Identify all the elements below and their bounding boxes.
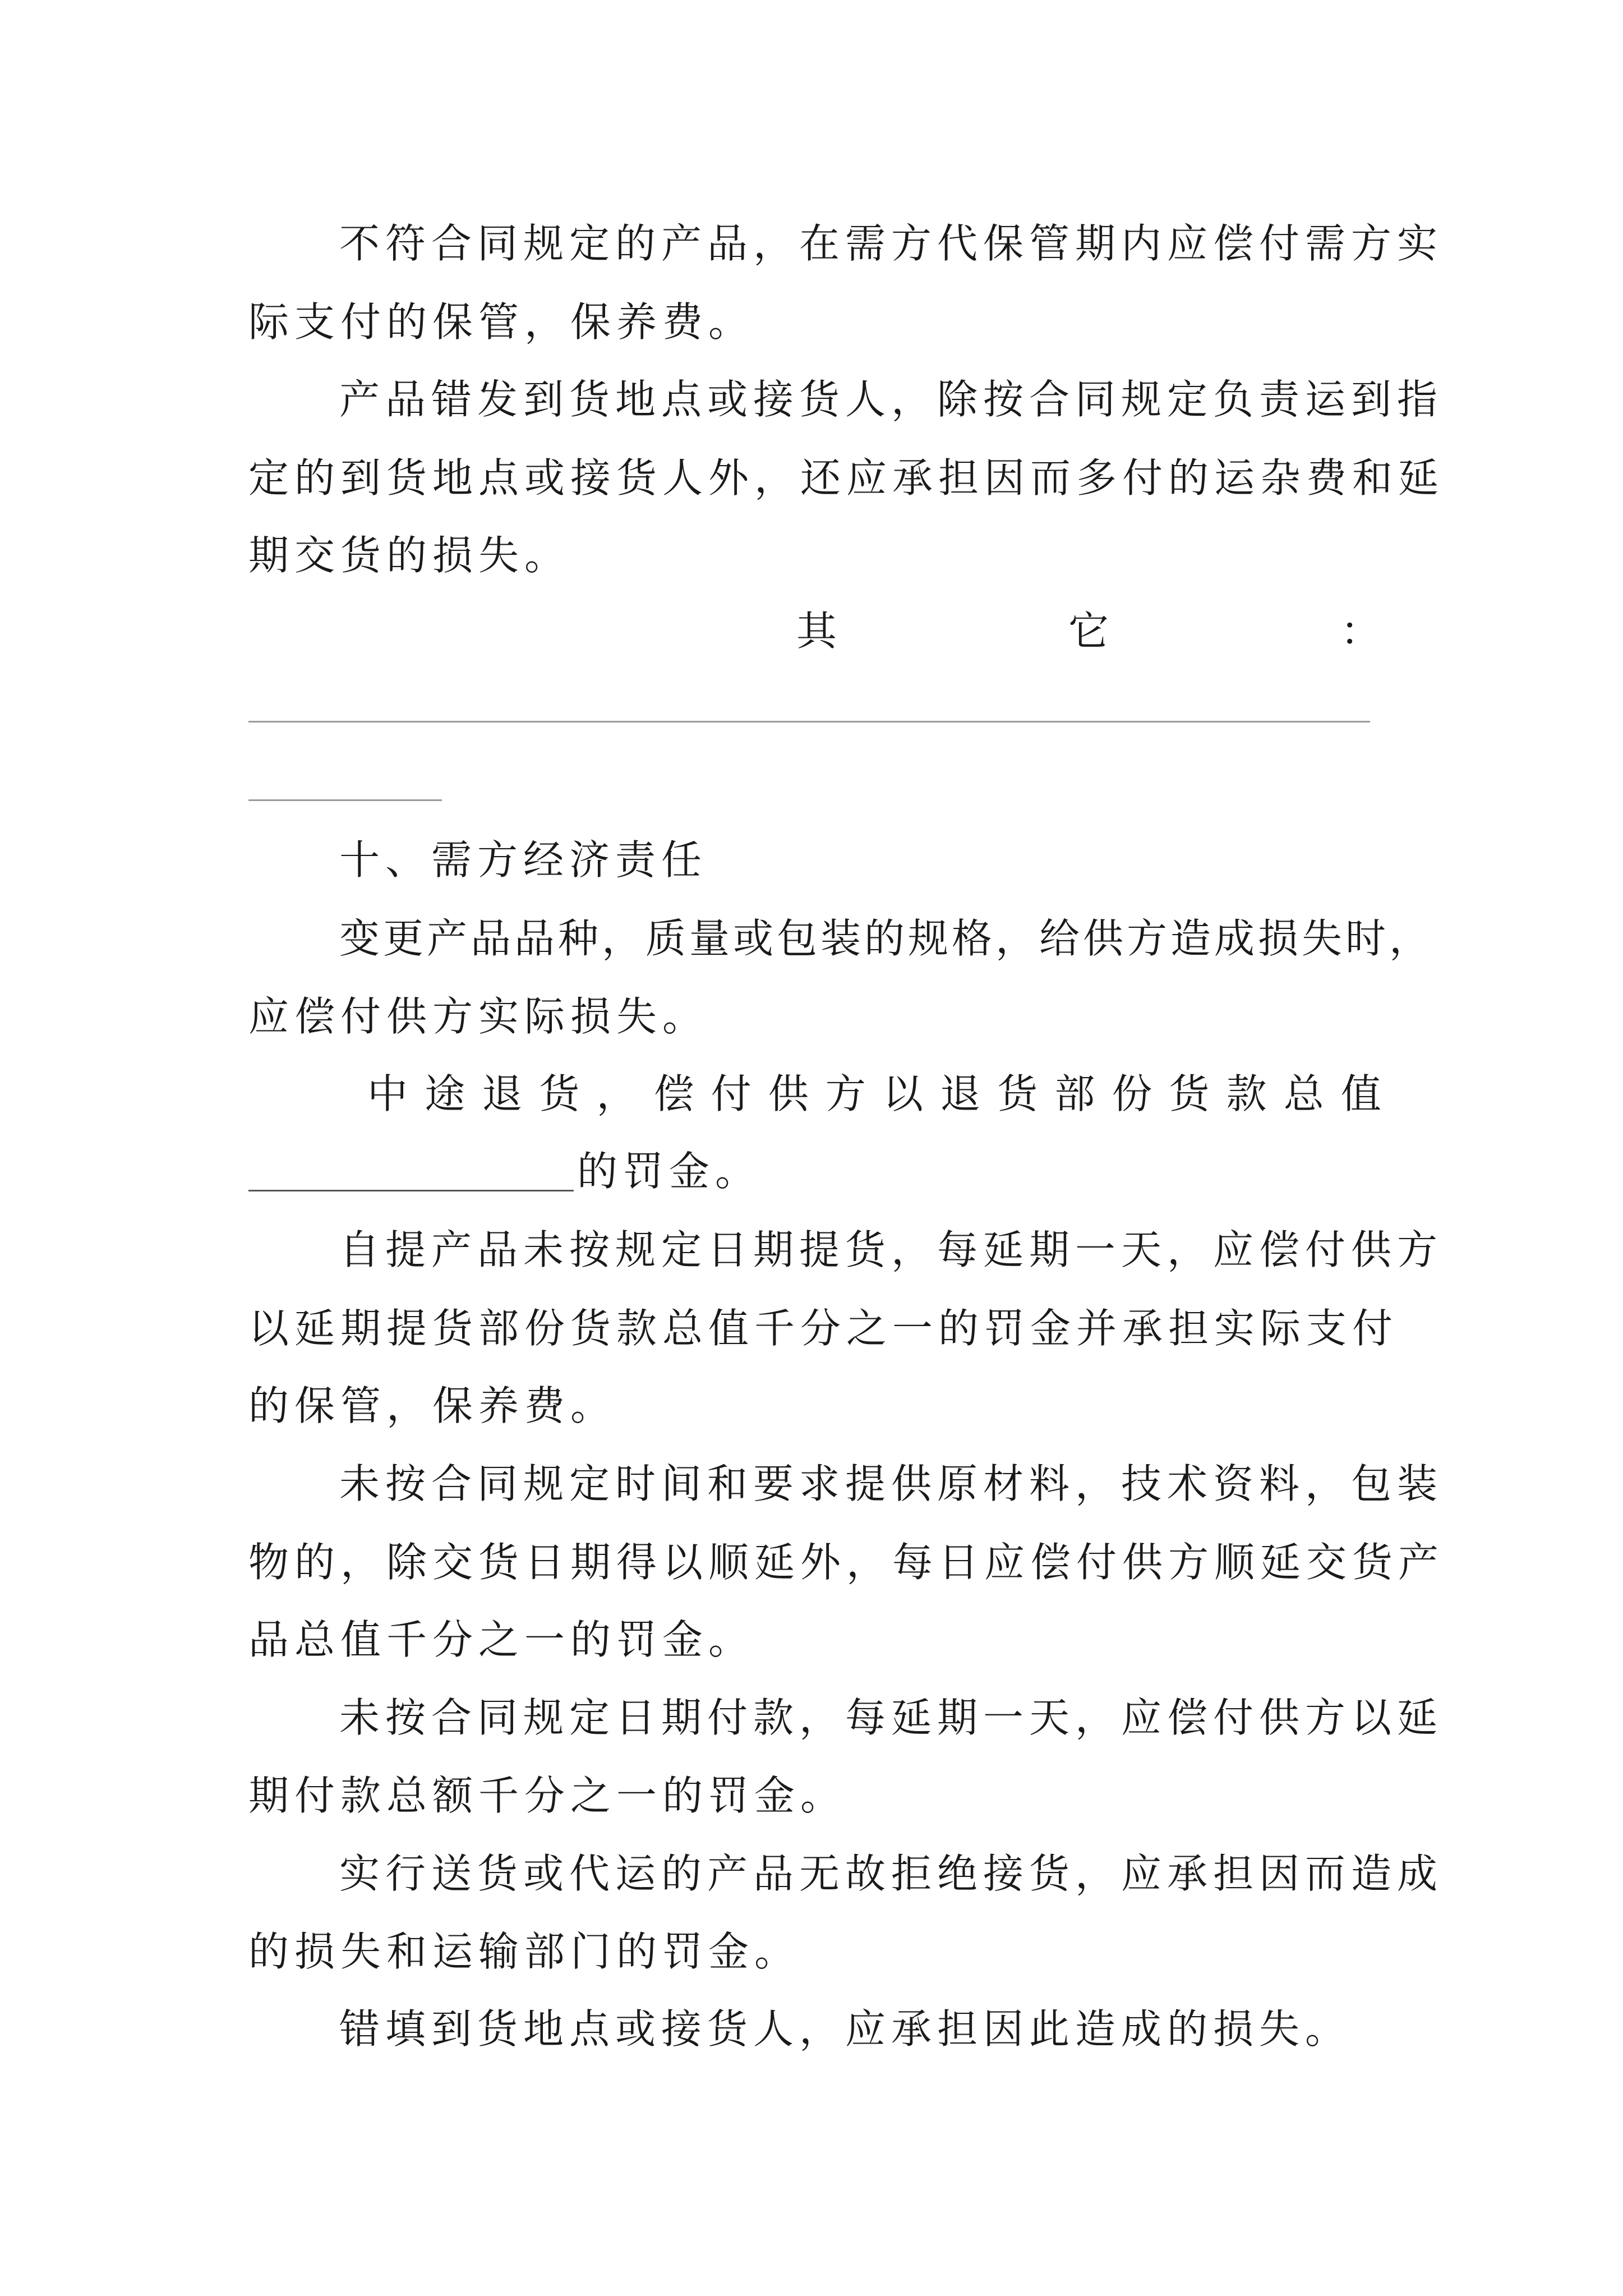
- item2-line1: [367, 1070, 1381, 1117]
- item1-line2: 应偿付供方实际损失。: [248, 993, 709, 1040]
- item2-char: 款: [1226, 1070, 1267, 1117]
- other-label-char1: 其: [796, 608, 843, 655]
- item2-char: 货: [539, 1070, 580, 1117]
- item4-line2: 物的，除交货日期得以顺延外，每日应偿付供方顺延交货产: [248, 1539, 1445, 1586]
- item2-char: 以: [882, 1070, 923, 1117]
- other-blank-line-1: [248, 721, 1370, 723]
- item2-char: 退: [940, 1070, 981, 1117]
- item2-char: 供: [768, 1070, 809, 1117]
- other-label-colon: ：: [1340, 608, 1387, 655]
- para2-line1: 产品错发到货地点或接货人，除按合同规定负责运到指: [339, 376, 1444, 423]
- other-label-char2: 它: [1068, 608, 1115, 655]
- item2-char: 付: [711, 1070, 751, 1117]
- other-blank-line-2: [248, 799, 442, 801]
- item5-line2: 期付款总额千分之一的罚金。: [248, 1772, 847, 1819]
- item4-line1: 未按合同规定时间和要求提供原材料，技术资料，包装: [339, 1460, 1444, 1507]
- para1-line1: 不符合同规定的产品，在需方代保管期内应偿付需方实: [339, 220, 1444, 267]
- item2-line2-suffix: 的罚金。: [577, 1148, 762, 1195]
- item2-char: 货: [1169, 1070, 1210, 1117]
- item2-char: 份: [1112, 1070, 1152, 1117]
- item2-char: 值: [1340, 1070, 1381, 1117]
- item1-line1: 变更产品品种，质量或包装的规格，给供方造成损失时，: [339, 915, 1433, 962]
- item2-char: ，: [596, 1070, 637, 1117]
- para2-line2: 定的到货地点或接货人外，还应承担因而多付的运杂费和延: [248, 454, 1445, 501]
- para2-line3: 期交货的损失。: [248, 532, 571, 579]
- item2-char: 方: [825, 1070, 866, 1117]
- item2-char: 途: [425, 1070, 465, 1117]
- item2-line2: [248, 1148, 1381, 1195]
- item2-char: 部: [1054, 1070, 1095, 1117]
- item6-line2: 的损失和运输部门的罚金。: [248, 1928, 801, 1975]
- item3-line1: 自提产品未按规定日期提货，每延期一天，应偿付供方: [339, 1226, 1444, 1273]
- penalty-blank-field: [248, 1156, 574, 1191]
- item2-char: 总: [1283, 1070, 1324, 1117]
- item4-line3: 品总值千分之一的罚金。: [248, 1616, 755, 1663]
- para1-line2: 际支付的保管，保养费。: [248, 298, 755, 346]
- item2-char: 货: [997, 1070, 1038, 1117]
- item5-line1: 未按合同规定日期付款，每延期一天，应偿付供方以延: [339, 1694, 1444, 1741]
- item2-char: 中: [367, 1070, 408, 1117]
- item7-line1: 错填到货地点或接货人，应承担因此造成的损失。: [339, 2005, 1352, 2053]
- item6-line1: 实行送货或代运的产品无故拒绝接货，应承担因而造成: [339, 1850, 1444, 1897]
- item2-char: 退: [482, 1070, 523, 1117]
- item3-line2: 以延期提货部份货款总值千分之一的罚金并承担实际支付: [248, 1305, 1399, 1352]
- item3-line3: 的保管，保养费。: [248, 1382, 617, 1429]
- item2-char: 偿: [653, 1070, 694, 1117]
- section10-heading: 十、需方经济责任: [339, 836, 708, 884]
